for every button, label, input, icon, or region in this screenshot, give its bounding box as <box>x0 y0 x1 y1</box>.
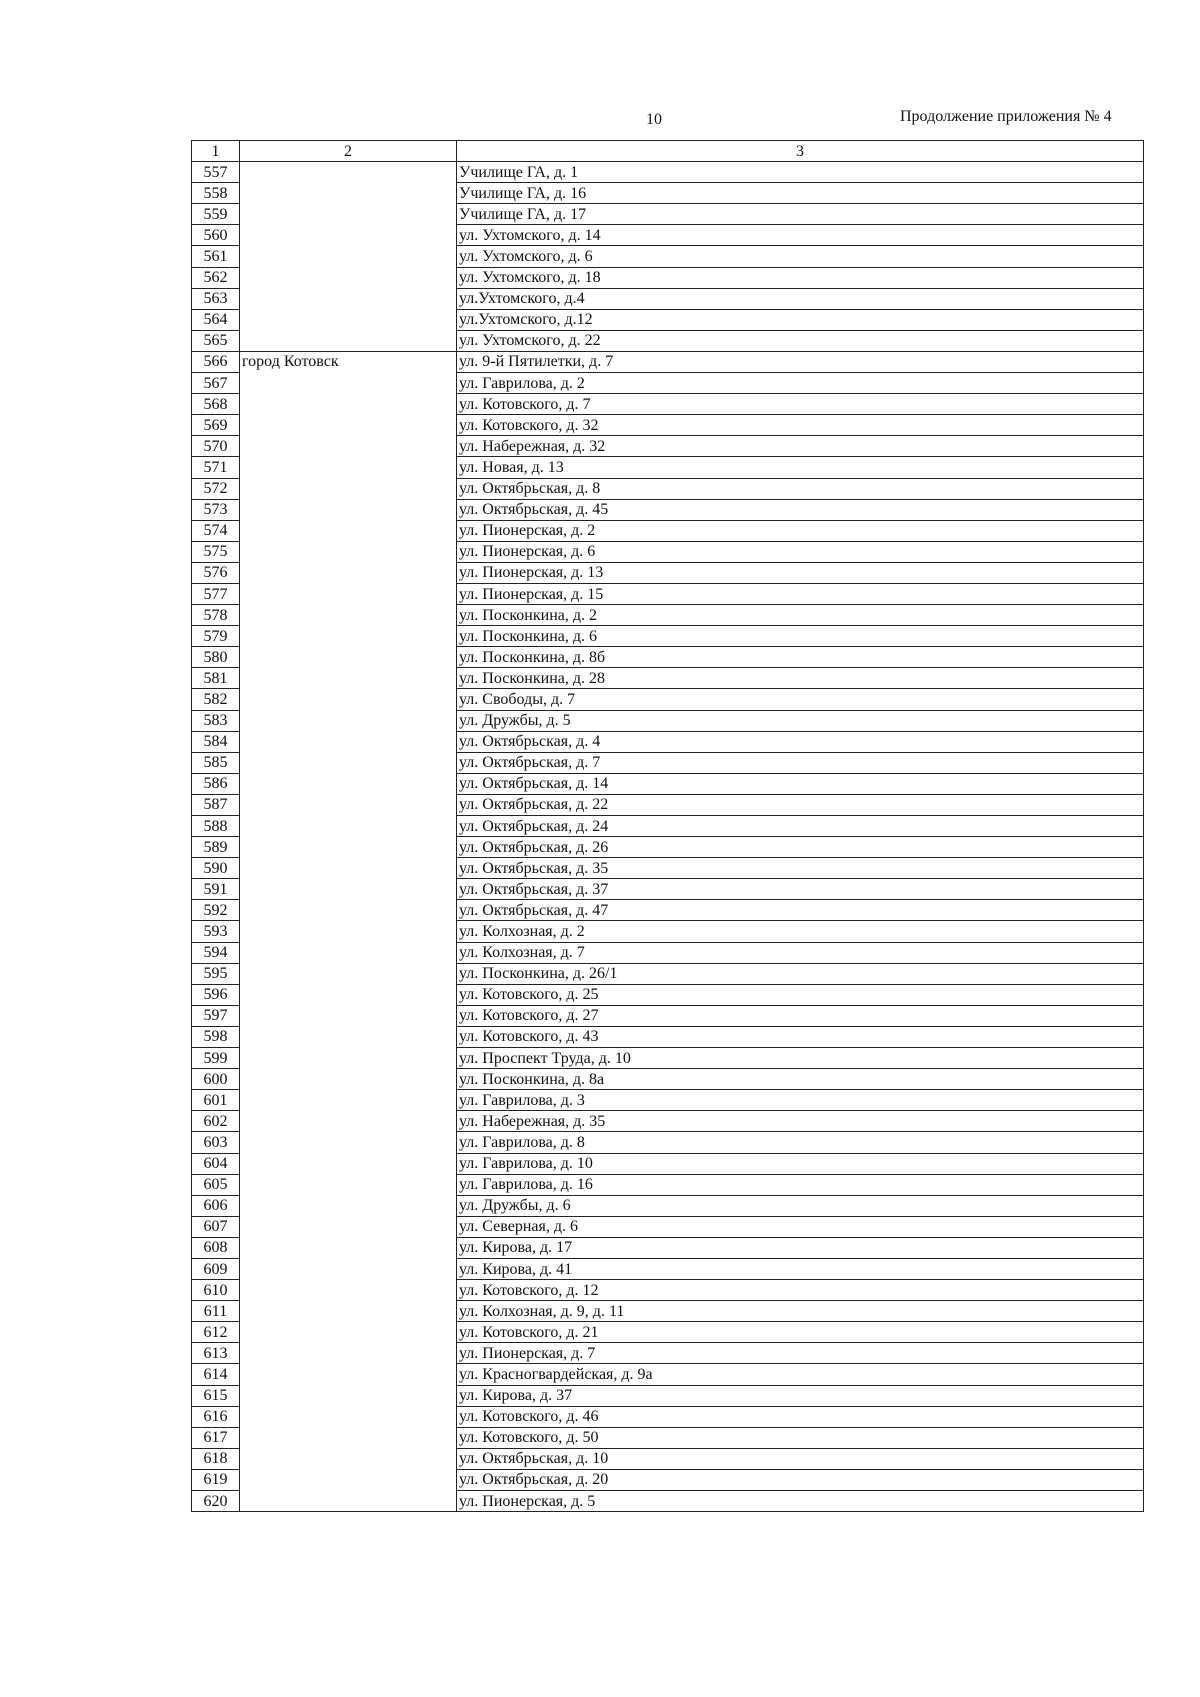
row-number: 619 <box>192 1469 240 1490</box>
address-cell: ул. Октябрьская, д. 24 <box>457 816 1144 837</box>
row-number: 597 <box>192 1005 240 1026</box>
address-cell: ул. Котовского, д. 21 <box>457 1322 1144 1343</box>
row-number: 568 <box>192 394 240 415</box>
address-cell: ул. 9-й Пятилетки, д. 7 <box>457 351 1144 372</box>
table-row <box>192 162 1144 183</box>
row-number: 612 <box>192 1322 240 1343</box>
row-number: 605 <box>192 1174 240 1195</box>
row-number: 606 <box>192 1195 240 1216</box>
address-cell: ул. Пионерская, д. 15 <box>457 583 1144 604</box>
row-number: 567 <box>192 373 240 394</box>
address-cell: ул.Ухтомского, д.4 <box>457 288 1144 309</box>
district-cell: город Котовск <box>240 351 457 1511</box>
address-cell: ул. Набережная, д. 35 <box>457 1111 1144 1132</box>
address-cell: ул. Свободы, д. 7 <box>457 689 1144 710</box>
row-number: 590 <box>192 858 240 879</box>
column-header: 1 <box>192 141 240 162</box>
row-number: 561 <box>192 246 240 267</box>
table-body <box>192 162 1144 1512</box>
address-cell: ул. Октябрьская, д. 14 <box>457 773 1144 794</box>
row-number: 589 <box>192 837 240 858</box>
row-number: 591 <box>192 879 240 900</box>
row-number: 565 <box>192 330 240 351</box>
address-cell: ул. Посконкина, д. 2 <box>457 605 1144 626</box>
row-number: 615 <box>192 1385 240 1406</box>
address-cell: ул. Котовского, д. 25 <box>457 984 1144 1005</box>
row-number: 571 <box>192 457 240 478</box>
address-cell: ул. Набережная, д. 32 <box>457 436 1144 457</box>
row-number: 614 <box>192 1364 240 1385</box>
address-cell: ул. Северная, д. 6 <box>457 1216 1144 1237</box>
address-cell: ул. Пионерская, д. 6 <box>457 541 1144 562</box>
row-number: 576 <box>192 562 240 583</box>
address-cell: Училище ГА, д. 17 <box>457 204 1144 225</box>
address-cell: ул. Пионерская, д. 7 <box>457 1343 1144 1364</box>
address-cell: ул. Котовского, д. 12 <box>457 1280 1144 1301</box>
address-cell: ул. Проспект Труда, д. 10 <box>457 1048 1144 1069</box>
row-number: 586 <box>192 773 240 794</box>
address-cell: Училище ГА, д. 16 <box>457 183 1144 204</box>
row-number: 584 <box>192 731 240 752</box>
address-cell: ул. Кирова, д. 17 <box>457 1237 1144 1258</box>
address-cell: ул. Октябрьская, д. 8 <box>457 478 1144 499</box>
address-cell: ул. Котовского, д. 27 <box>457 1005 1144 1026</box>
address-cell: ул. Дружбы, д. 6 <box>457 1195 1144 1216</box>
address-cell: ул. Гаврилова, д. 10 <box>457 1153 1144 1174</box>
row-number: 560 <box>192 225 240 246</box>
address-cell: ул. Котовского, д. 43 <box>457 1026 1144 1047</box>
address-cell: ул. Гаврилова, д. 8 <box>457 1132 1144 1153</box>
address-cell: ул. Октябрьская, д. 4 <box>457 731 1144 752</box>
address-cell: ул. Пионерская, д. 2 <box>457 520 1144 541</box>
row-number: 618 <box>192 1448 240 1469</box>
row-number: 582 <box>192 689 240 710</box>
row-number: 593 <box>192 921 240 942</box>
address-cell: ул. Котовского, д. 46 <box>457 1406 1144 1427</box>
column-number-row <box>192 141 1144 162</box>
row-number: 562 <box>192 267 240 288</box>
row-number: 608 <box>192 1237 240 1258</box>
row-number: 600 <box>192 1069 240 1090</box>
row-number: 592 <box>192 900 240 921</box>
row-number: 617 <box>192 1427 240 1448</box>
address-cell: ул. Колхозная, д. 2 <box>457 921 1144 942</box>
row-number: 616 <box>192 1406 240 1427</box>
row-number: 580 <box>192 647 240 668</box>
row-number: 585 <box>192 752 240 773</box>
row-number: 604 <box>192 1153 240 1174</box>
address-cell: ул. Колхозная, д. 7 <box>457 942 1144 963</box>
address-cell: ул. Октябрьская, д. 10 <box>457 1448 1144 1469</box>
address-cell: ул. Октябрьская, д. 22 <box>457 794 1144 815</box>
address-cell: ул. Октябрьская, д. 35 <box>457 858 1144 879</box>
row-number: 564 <box>192 309 240 330</box>
row-number: 610 <box>192 1280 240 1301</box>
row-number: 557 <box>192 162 240 183</box>
row-number: 613 <box>192 1343 240 1364</box>
row-number: 569 <box>192 415 240 436</box>
row-number: 595 <box>192 963 240 984</box>
address-cell: ул. Октябрьская, д. 45 <box>457 499 1144 520</box>
row-number: 566 <box>192 351 240 372</box>
row-number: 611 <box>192 1301 240 1322</box>
address-cell: Училище ГА, д. 1 <box>457 162 1144 183</box>
address-cell: ул. Ухтомского, д. 14 <box>457 225 1144 246</box>
row-number: 578 <box>192 605 240 626</box>
row-number: 581 <box>192 668 240 689</box>
page-number: 10 <box>646 111 662 128</box>
address-cell: ул. Посконкина, д. 8б <box>457 647 1144 668</box>
row-number: 559 <box>192 204 240 225</box>
row-number: 596 <box>192 984 240 1005</box>
address-cell: ул. Посконкина, д. 6 <box>457 626 1144 647</box>
row-number: 572 <box>192 478 240 499</box>
address-cell: ул. Ухтомского, д. 18 <box>457 267 1144 288</box>
address-cell: ул. Октябрьская, д. 47 <box>457 900 1144 921</box>
district-cell <box>240 162 457 352</box>
address-cell: ул. Пионерская, д. 13 <box>457 562 1144 583</box>
address-table <box>191 140 1144 1512</box>
address-cell: ул. Гаврилова, д. 3 <box>457 1090 1144 1111</box>
row-number: 594 <box>192 942 240 963</box>
address-cell: ул. Октябрьская, д. 37 <box>457 879 1144 900</box>
address-cell: ул. Красногвардейская, д. 9а <box>457 1364 1144 1385</box>
row-number: 563 <box>192 288 240 309</box>
row-number: 583 <box>192 710 240 731</box>
address-cell: ул. Октябрьская, д. 20 <box>457 1469 1144 1490</box>
row-number: 602 <box>192 1111 240 1132</box>
address-cell: ул. Пионерская, д. 5 <box>457 1491 1144 1512</box>
row-number: 607 <box>192 1216 240 1237</box>
address-cell: ул. Посконкина, д. 8а <box>457 1069 1144 1090</box>
address-cell: ул. Колхозная, д. 9, д. 11 <box>457 1301 1144 1322</box>
row-number: 558 <box>192 183 240 204</box>
row-number: 598 <box>192 1026 240 1047</box>
address-cell: ул. Октябрьская, д. 7 <box>457 752 1144 773</box>
row-number: 574 <box>192 520 240 541</box>
row-number: 579 <box>192 626 240 647</box>
table-row <box>192 351 1144 372</box>
address-cell: ул. Ухтомского, д. 6 <box>457 246 1144 267</box>
address-cell: ул. Гаврилова, д. 16 <box>457 1174 1144 1195</box>
appendix-continuation-note: Продолжение приложения № 4 <box>900 108 1112 125</box>
row-number: 573 <box>192 499 240 520</box>
address-cell: ул. Гаврилова, д. 2 <box>457 373 1144 394</box>
address-cell: ул. Котовского, д. 7 <box>457 394 1144 415</box>
address-cell: ул. Посконкина, д. 28 <box>457 668 1144 689</box>
row-number: 588 <box>192 816 240 837</box>
address-cell: ул. Посконкина, д. 26/1 <box>457 963 1144 984</box>
row-number: 575 <box>192 541 240 562</box>
address-cell: ул. Ухтомского, д. 22 <box>457 330 1144 351</box>
address-cell: ул. Дружбы, д. 5 <box>457 710 1144 731</box>
column-header: 3 <box>457 141 1144 162</box>
row-number: 601 <box>192 1090 240 1111</box>
column-header: 2 <box>240 141 457 162</box>
address-cell: ул. Октябрьская, д. 26 <box>457 837 1144 858</box>
address-cell: ул. Кирова, д. 37 <box>457 1385 1144 1406</box>
row-number: 587 <box>192 794 240 815</box>
row-number: 620 <box>192 1491 240 1512</box>
address-cell: ул. Котовского, д. 32 <box>457 415 1144 436</box>
address-cell: ул.Ухтомского, д.12 <box>457 309 1144 330</box>
row-number: 609 <box>192 1258 240 1279</box>
address-cell: ул. Новая, д. 13 <box>457 457 1144 478</box>
row-number: 577 <box>192 583 240 604</box>
address-cell: ул. Котовского, д. 50 <box>457 1427 1144 1448</box>
row-number: 603 <box>192 1132 240 1153</box>
address-cell: ул. Кирова, д. 41 <box>457 1258 1144 1279</box>
row-number: 599 <box>192 1048 240 1069</box>
row-number: 570 <box>192 436 240 457</box>
